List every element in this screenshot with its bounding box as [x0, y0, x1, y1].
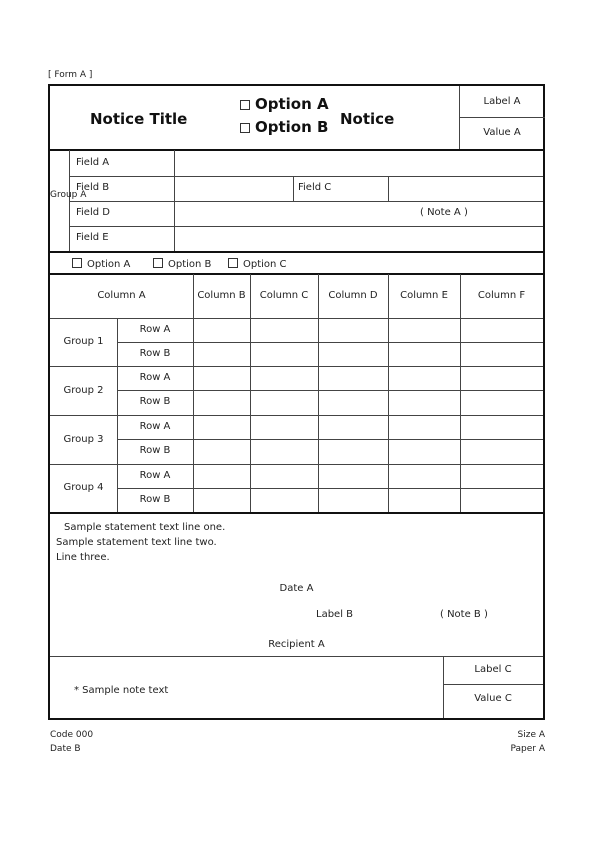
table-row-label: Row B [139, 396, 171, 407]
footer-right-1: Size A [517, 730, 545, 740]
option-a[interactable]: Option A [72, 258, 130, 271]
table-group-4-label: Group 4 [63, 482, 104, 493]
signature-note: ( Note B ) [440, 609, 488, 620]
table-divider [250, 274, 251, 513]
notice-form [48, 84, 545, 720]
applicant-group-label: Group A [50, 190, 87, 200]
corner-rule [459, 117, 545, 118]
applicant-row-4-label: Field E [76, 232, 109, 243]
table-divider [388, 274, 389, 513]
footer-left-2: Date B [50, 744, 81, 754]
table-rule [50, 464, 543, 465]
footer-left-1: Code 000 [50, 730, 94, 740]
table-rule [117, 439, 543, 440]
statement-line-2: Sample statement text line two. [56, 537, 217, 548]
options-rule [50, 273, 543, 275]
applicant-row-3-label: Field D [76, 207, 110, 218]
title-rule [50, 149, 543, 151]
table-group-3-label: Group 3 [63, 434, 104, 445]
applicant-split [388, 176, 389, 201]
applicant-row-2-label: Field B [76, 182, 110, 193]
table-rule [50, 415, 543, 416]
table-rule [50, 512, 543, 514]
applicant-rule [69, 226, 543, 227]
table-rule [117, 342, 543, 343]
applicant-rule [69, 176, 543, 177]
fee-label: Label C [474, 664, 512, 675]
option-b[interactable]: Option B [153, 258, 211, 271]
applicant-row-2-extra-label: Field C [298, 182, 332, 193]
table-header-d: Column D [328, 290, 378, 301]
checkbox-icon [153, 258, 163, 268]
title-option-a: Option A [240, 95, 329, 113]
applicant-rule [50, 251, 543, 253]
applicant-row-1-label: Field A [76, 157, 110, 168]
table-rule [50, 366, 543, 367]
table-header-c: Column C [259, 290, 309, 301]
note-text: * Sample note text [74, 685, 169, 696]
option-c[interactable]: Option C [228, 258, 287, 271]
form-title: Notice Title [90, 110, 188, 128]
fee-rule [443, 684, 543, 685]
table-rule [117, 390, 543, 391]
statement-line-1: Sample statement text line one. [64, 522, 226, 533]
table-header-e: Column E [400, 290, 448, 301]
table-divider [318, 274, 319, 513]
corner-label: Label A [483, 96, 521, 107]
table-divider [193, 274, 194, 513]
statement-date: Date A [279, 583, 314, 594]
corner-value: Value A [483, 127, 521, 138]
recipient: Recipient A [268, 639, 325, 650]
table-row-label: Row B [139, 445, 171, 456]
title-suffix: Notice [340, 110, 395, 128]
signature-label: Label B [316, 609, 354, 620]
checkbox-icon [240, 100, 250, 110]
form-code: [ Form A ] [48, 70, 93, 80]
table-divider [460, 274, 461, 513]
table-row-label: Row A [139, 372, 171, 383]
checkbox-icon [72, 258, 82, 268]
statement-line-3: Line three. [56, 552, 110, 563]
title-option-b: Option B [240, 118, 328, 136]
note-rule [50, 656, 543, 657]
table-rule [117, 488, 543, 489]
footer-right-2: Paper A [510, 744, 545, 754]
table-row-label: Row B [139, 348, 171, 359]
table-row-label: Row A [139, 470, 171, 481]
table-rule [50, 318, 543, 319]
table-row-label: Row B [139, 494, 171, 505]
table-row-label: Row A [139, 324, 171, 335]
table-row-label: Row A [139, 421, 171, 432]
table-header-a: Column A [97, 290, 146, 301]
table-group-1-label: Group 1 [63, 336, 104, 347]
table-header-f: Column F [477, 290, 526, 301]
applicant-split [293, 176, 294, 201]
checkbox-icon [228, 258, 238, 268]
table-header-b: Column B [197, 290, 246, 301]
fee-value: Value C [474, 693, 512, 704]
table-group-2-label: Group 2 [63, 385, 104, 396]
applicant-rule [69, 201, 543, 202]
applicant-row-3-note: ( Note A ) [420, 207, 468, 218]
checkbox-icon [240, 123, 250, 133]
